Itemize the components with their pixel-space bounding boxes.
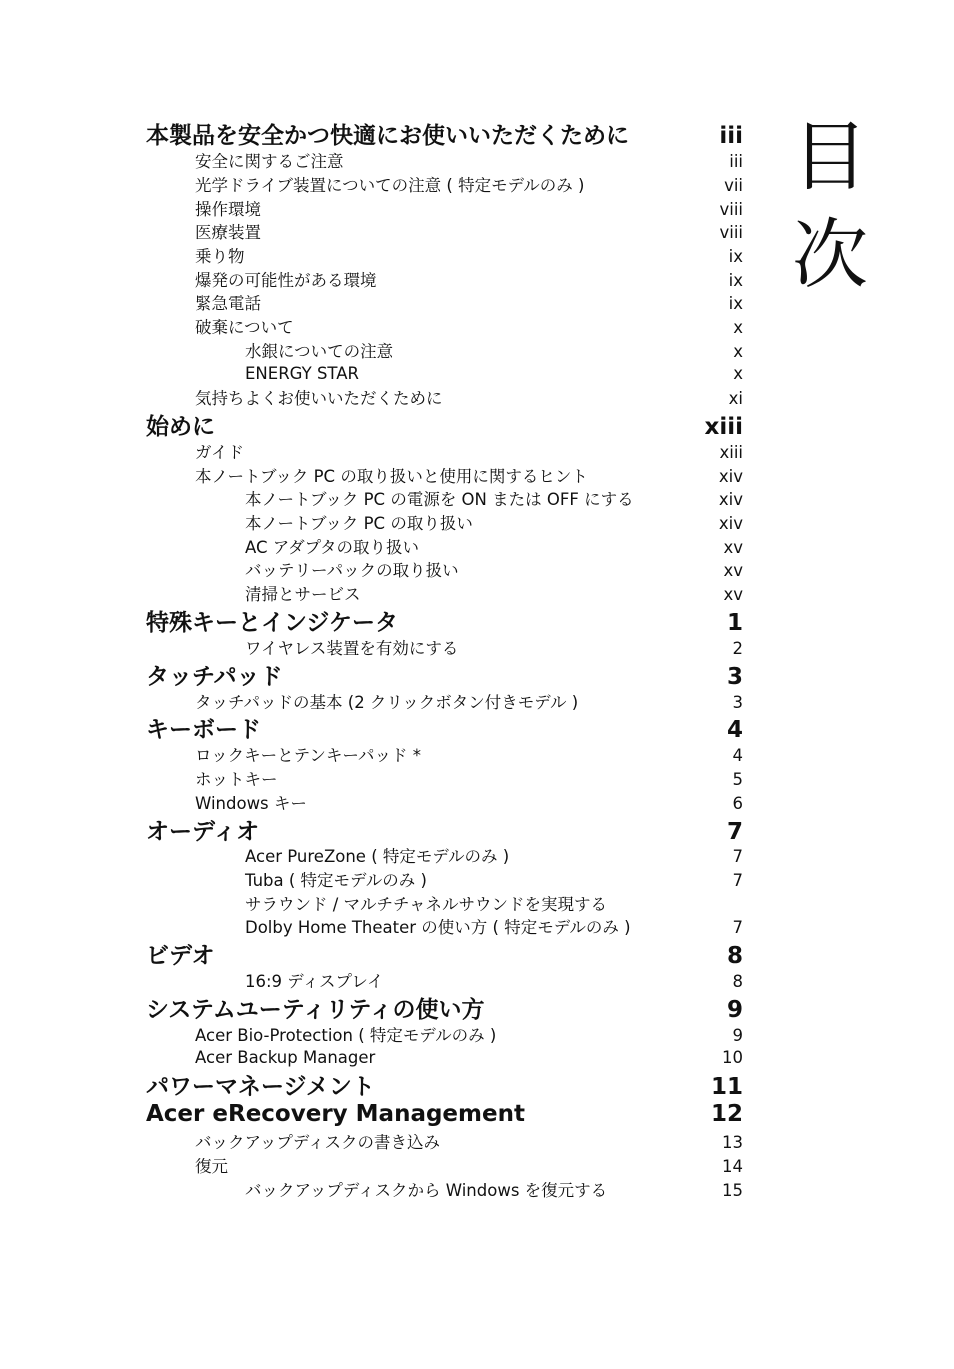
toc-entry[interactable]	[146, 715, 743, 745]
toc-entry-label: Tuba ( 特定モデルのみ )	[245, 871, 427, 890]
toc-entry-page-number: xv	[723, 538, 743, 557]
toc-entry-page-number: 4	[732, 746, 743, 765]
toc-entry-label: 医療装置	[195, 223, 261, 242]
toc-entry-page-number: 5	[732, 770, 743, 789]
toc-entry-page-number: xi	[728, 389, 743, 408]
toc-entry[interactable]	[146, 1072, 743, 1102]
table-of-contents	[146, 0, 743, 1369]
toc-entry-page-number: x	[733, 364, 743, 383]
toc-entry-page-number: 6	[732, 794, 743, 813]
toc-entry-label: キーボード	[146, 717, 261, 743]
toc-entry[interactable]	[146, 412, 743, 442]
toc-entry-page-number: xiv	[718, 514, 743, 533]
toc-entry[interactable]	[146, 971, 743, 993]
toc-entry-label: 清掃とサービス	[245, 585, 361, 604]
toc-entry-label: 気持ちよくお使いいただくために	[195, 389, 443, 408]
toc-entry-page-number: 8	[726, 943, 743, 969]
toc-entry[interactable]	[146, 293, 743, 315]
toc-entry-label: 緊急電話	[195, 294, 261, 313]
toc-entry[interactable]	[146, 1132, 743, 1154]
toc-entry-label: 始めに	[146, 414, 215, 440]
toc-entry-label: Acer eRecovery Management	[146, 1101, 525, 1127]
toc-entry[interactable]	[146, 270, 743, 292]
toc-entry-label: Acer Backup Manager	[195, 1048, 376, 1067]
toc-entry[interactable]	[146, 121, 743, 151]
toc-entry-label: バッテリーパックの取り扱い	[245, 561, 459, 580]
toc-entry[interactable]	[146, 1099, 743, 1129]
toc-entry[interactable]	[146, 1025, 743, 1047]
toc-entry-page-number: 3	[726, 664, 743, 690]
toc-entry-label: 破棄について	[195, 318, 294, 337]
toc-entry-label: 水銀についての注意	[245, 342, 394, 361]
toc-entry-page-number: 15	[722, 1181, 743, 1200]
toc-entry-page-number: xv	[723, 585, 743, 604]
toc-entry-page-number: iii	[729, 152, 743, 171]
toc-entry-label: Acer PureZone ( 特定モデルのみ )	[245, 847, 510, 866]
toc-entry-page-number: vii	[724, 176, 743, 195]
toc-entry-label: 爆発の可能性がある環境	[195, 271, 377, 290]
page-title-char-2: 次	[792, 210, 868, 299]
toc-entry[interactable]	[146, 317, 743, 339]
toc-entry-label: 本ノートブック PC の電源を ON または OFF にする	[245, 490, 634, 509]
toc-entry-label: パワーマネージメント	[146, 1074, 375, 1100]
toc-entry-label: ENERGY STAR	[245, 364, 359, 383]
toc-entry-page-number: iii	[719, 123, 743, 149]
toc-entry-page-number: 11	[710, 1074, 743, 1100]
toc-entry[interactable]	[146, 846, 743, 868]
toc-entry-page-number: xiii	[719, 443, 743, 462]
toc-entry-page-number: 2	[732, 639, 743, 658]
toc-entry-label: タッチパッド	[146, 664, 283, 690]
toc-entry-label: 光学ドライブ装置についての注意 ( 特定モデルのみ )	[195, 176, 585, 195]
toc-entry-page-number: viii	[719, 223, 743, 242]
toc-entry-label: 特殊キーとインジケータ	[146, 610, 398, 636]
toc-entry[interactable]	[146, 1047, 743, 1069]
toc-entry-page-number: viii	[719, 200, 743, 219]
toc-entry-label: ワイヤレス装置を有効にする	[245, 639, 459, 658]
toc-entry-label: 乗り物	[195, 247, 245, 266]
toc-entry[interactable]	[146, 638, 743, 660]
toc-entry-page-number: 7	[726, 819, 743, 845]
toc-entry-label: 操作環境	[195, 200, 261, 219]
toc-entry-page-number: ix	[728, 247, 743, 266]
toc-entry[interactable]	[146, 151, 743, 173]
toc-entry-page-number: 8	[732, 972, 743, 991]
toc-entry[interactable]	[146, 917, 743, 939]
toc-entry-page-number: 14	[722, 1157, 743, 1176]
toc-entry-page-number: 13	[722, 1133, 743, 1152]
toc-entry-label: 本ノートブック PC の取り扱い	[245, 514, 473, 533]
toc-entry[interactable]	[146, 995, 743, 1025]
toc-entry[interactable]	[146, 466, 743, 488]
toc-entry-label: タッチパッドの基本 (2 クリックボタン付きモデル )	[195, 693, 579, 712]
toc-entry-label: Dolby Home Theater の使い方 ( 特定モデルのみ )	[245, 918, 631, 937]
toc-entry-page-number: x	[733, 318, 743, 337]
toc-entry-label: バックアップディスクから Windows を復元する	[245, 1181, 608, 1200]
page-title-char-1: 目	[792, 112, 868, 201]
toc-entry-page-number: ix	[728, 271, 743, 290]
toc-entry[interactable]	[146, 537, 743, 559]
toc-entry[interactable]	[146, 222, 743, 244]
toc-entry-page-number: 7	[732, 871, 743, 890]
toc-entry-label: Windows キー	[195, 794, 307, 813]
toc-entry-page-number: ix	[728, 294, 743, 313]
toc-entry-page-number: 10	[722, 1048, 743, 1067]
toc-entry[interactable]	[146, 662, 743, 692]
toc-entry[interactable]	[146, 513, 743, 535]
toc-entry-label: ビデオ	[146, 943, 215, 969]
toc-entry-label: システムユーティリティの使い方	[146, 997, 485, 1023]
toc-entry-label: 16:9 ディスプレイ	[245, 972, 384, 991]
toc-entry[interactable]	[146, 1180, 743, 1202]
toc-entry[interactable]	[146, 817, 743, 847]
toc-entry-page-number: 3	[732, 693, 743, 712]
toc-entry[interactable]	[146, 1156, 743, 1178]
toc-entry[interactable]	[146, 769, 743, 791]
toc-entry-label: 本ノートブック PC の取り扱いと使用に関するヒント	[195, 467, 588, 486]
toc-entry[interactable]	[146, 608, 743, 638]
toc-entry[interactable]	[146, 941, 743, 971]
toc-entry[interactable]	[146, 341, 743, 363]
toc-entry-page-number: 9	[732, 1026, 743, 1045]
toc-entry-page-number: 1	[726, 610, 743, 636]
toc-entry-page-number: 7	[732, 847, 743, 866]
toc-entry-label: 復元	[195, 1157, 228, 1176]
page-title	[790, 108, 870, 304]
toc-entry-label: サラウンド / マルチチャネルサウンドを実現する	[245, 895, 608, 914]
toc-entry[interactable]	[146, 560, 743, 582]
toc-entry[interactable]	[146, 175, 743, 197]
toc-entry[interactable]	[146, 442, 743, 464]
toc-entry-page-number: 9	[726, 997, 743, 1023]
toc-entry[interactable]	[146, 793, 743, 815]
toc-entry-label: 安全に関するご注意	[195, 152, 344, 171]
toc-entry[interactable]	[146, 363, 743, 385]
toc-entry-label: バックアップディスクの書き込み	[195, 1133, 441, 1152]
toc-entry-page-number: xiv	[718, 490, 743, 509]
toc-entry-label: ガイド	[195, 443, 245, 462]
toc-entry-label: AC アダプタの取り扱い	[245, 538, 419, 557]
toc-entry-label: オーディオ	[146, 819, 260, 845]
toc-entry[interactable]	[146, 745, 743, 767]
toc-entry[interactable]	[146, 692, 743, 714]
toc-entry-page-number: x	[733, 342, 743, 361]
toc-entry-label: 本製品を安全かつ快適にお使いいただくために	[146, 123, 629, 149]
toc-entry-label: Acer Bio-Protection ( 特定モデルのみ )	[195, 1026, 497, 1045]
toc-entry[interactable]	[146, 388, 743, 410]
toc-entry-label: ロックキーとテンキーパッド *	[195, 746, 422, 765]
toc-entry-label: ホットキー	[195, 770, 278, 789]
toc-entry[interactable]	[146, 246, 743, 268]
toc-entry[interactable]	[146, 489, 743, 511]
toc-entry[interactable]	[146, 199, 743, 221]
toc-entry-page-number: 12	[710, 1101, 743, 1127]
toc-entry[interactable]	[146, 870, 743, 892]
toc-entry[interactable]	[146, 584, 743, 606]
toc-entry-page-number: xiv	[718, 467, 743, 486]
toc-entry-page-number: 4	[726, 717, 743, 743]
toc-entry-page-number: 7	[732, 918, 743, 937]
toc-entry[interactable]	[146, 894, 743, 916]
toc-entry-page-number: xv	[723, 561, 743, 580]
toc-entry-page-number: xiii	[704, 414, 743, 440]
